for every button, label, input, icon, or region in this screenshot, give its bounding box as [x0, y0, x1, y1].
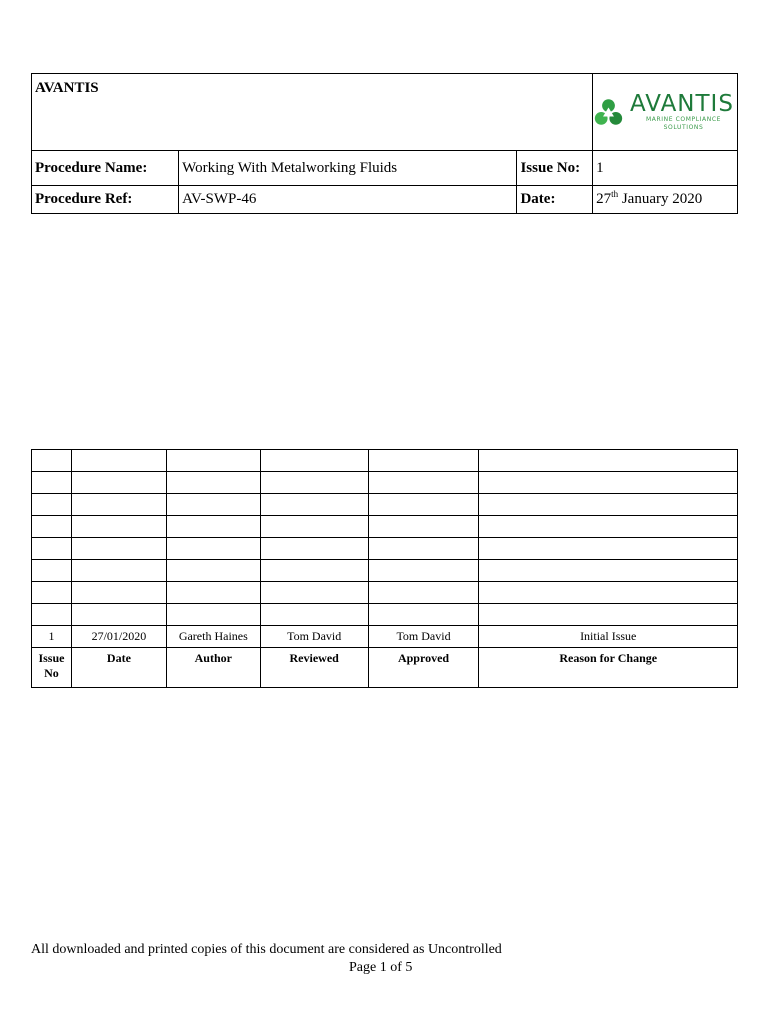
revision-cell-reviewed — [260, 516, 368, 538]
revision-cell-approved — [368, 582, 479, 604]
revision-cell-reason — [479, 450, 738, 472]
revision-cell-reviewed — [260, 494, 368, 516]
revision-cell-date — [71, 604, 166, 626]
date-suffix: th — [611, 189, 619, 199]
revision-cell-approved — [368, 472, 479, 494]
revision-cell-date — [71, 450, 166, 472]
issue-no-value: 1 — [593, 151, 738, 186]
procedure-ref-label: Procedure Ref: — [32, 186, 179, 214]
revision-cell-author — [166, 604, 260, 626]
revision-cell-reason — [479, 604, 738, 626]
revision-cell-author — [166, 450, 260, 472]
revision-cell-author — [166, 538, 260, 560]
table-row — [32, 472, 738, 494]
revision-cell-reason — [479, 516, 738, 538]
date-rest: January 2020 — [618, 191, 703, 207]
revision-cell-issue — [32, 450, 72, 472]
revision-cell-date — [71, 494, 166, 516]
revision-cell-author — [166, 516, 260, 538]
procedure-ref-value: AV-SWP-46 — [179, 186, 517, 214]
procedure-name-value: Working With Metalworking Fluids — [179, 151, 517, 186]
revision-cell-approved — [368, 560, 479, 582]
revision-cell-date — [71, 472, 166, 494]
column-header-date: Date — [71, 648, 166, 688]
revision-cell-reviewed — [260, 472, 368, 494]
logo-cell — [593, 74, 738, 151]
table-row — [32, 516, 738, 538]
revision-cell-reviewed: Tom David — [260, 626, 368, 648]
revision-cell-reason — [479, 538, 738, 560]
revision-cell-reviewed — [260, 560, 368, 582]
revision-cell-date — [71, 582, 166, 604]
revision-cell-reason — [479, 494, 738, 516]
revision-cell-author — [166, 560, 260, 582]
revision-header-row — [32, 648, 738, 688]
date-label: Date: — [517, 186, 593, 214]
revision-cell-date: 27/01/2020 — [71, 626, 166, 648]
revision-cell-reason — [479, 560, 738, 582]
company-title: AVANTIS — [32, 74, 593, 151]
column-header-author: Author — [166, 648, 260, 688]
revision-cell-date — [71, 560, 166, 582]
revision-cell-issue — [32, 516, 72, 538]
revision-cell-issue — [32, 604, 72, 626]
revision-cell-reviewed — [260, 538, 368, 560]
issue-no-label: Issue No: — [517, 151, 593, 186]
revision-cell-date — [71, 516, 166, 538]
page-number: Page 1 of 5 — [349, 960, 413, 975]
revision-cell-author — [166, 582, 260, 604]
revision-cell-author — [166, 472, 260, 494]
revision-cell-approved: Tom David — [368, 626, 479, 648]
column-header-approved: Approved — [368, 648, 479, 688]
revision-history-table — [31, 449, 738, 688]
revision-cell-approved — [368, 604, 479, 626]
uncontrolled-copy-notice: All downloaded and printed copies of this document are considered as Uncontrolled — [31, 942, 502, 957]
logo-name: AVANTIS — [630, 91, 734, 117]
revision-cell-issue — [32, 472, 72, 494]
table-row — [32, 626, 738, 648]
table-row — [32, 604, 738, 626]
column-header-reason: Reason for Change — [479, 648, 738, 688]
revision-cell-reason — [479, 582, 738, 604]
table-row — [32, 494, 738, 516]
revision-cell-date — [71, 538, 166, 560]
logo-mark-icon — [593, 95, 624, 129]
revision-cell-issue — [32, 560, 72, 582]
revision-cell-issue — [32, 538, 72, 560]
revision-cell-issue — [32, 582, 72, 604]
revision-cell-reviewed — [260, 450, 368, 472]
revision-cell-issue: 1 — [32, 626, 72, 648]
revision-cell-approved — [368, 516, 479, 538]
table-row — [32, 560, 738, 582]
table-row — [32, 450, 738, 472]
revision-cell-issue — [32, 494, 72, 516]
revision-cell-reviewed — [260, 604, 368, 626]
revision-cell-reason: Initial Issue — [479, 626, 738, 648]
column-header-issue-no: Issue No — [32, 648, 72, 688]
date-day: 27 — [596, 191, 612, 207]
avantis-logo — [593, 92, 737, 132]
logo-tagline: MARINE COMPLIANCE SOLUTIONS — [646, 116, 722, 131]
revision-cell-author — [166, 494, 260, 516]
date-value — [593, 186, 738, 214]
revision-cell-reason — [479, 472, 738, 494]
revision-cell-approved — [368, 494, 479, 516]
document-header-table — [31, 73, 738, 214]
revision-cell-reviewed — [260, 582, 368, 604]
procedure-name-label: Procedure Name: — [32, 151, 179, 186]
table-row — [32, 582, 738, 604]
revision-cell-approved — [368, 538, 479, 560]
revision-cell-approved — [368, 450, 479, 472]
column-header-reviewed: Reviewed — [260, 648, 368, 688]
table-row — [32, 538, 738, 560]
revision-cell-author: Gareth Haines — [166, 626, 260, 648]
